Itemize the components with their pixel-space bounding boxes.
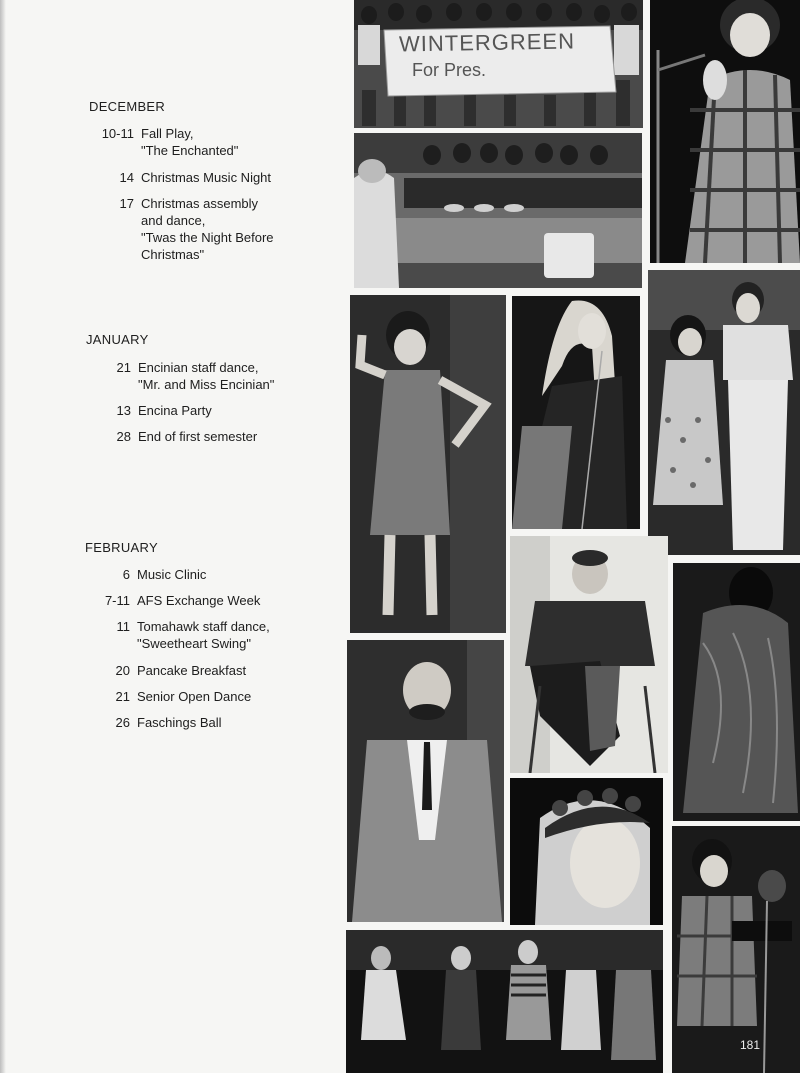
event-day: 14 (119, 170, 134, 185)
page-gutter (0, 0, 6, 1073)
event-text-line: Encinian staff dance, (138, 360, 259, 375)
photo-cafeteria (354, 133, 642, 288)
banner-text-line-1: WINTERGREEN (398, 28, 576, 57)
photo-dance-floor (346, 930, 663, 1073)
photo-girl-flower-crown (510, 778, 663, 925)
month-heading-february: FEBRUARY (85, 540, 158, 555)
page-number: 181 (740, 1038, 761, 1052)
event-day: 6 (122, 567, 130, 582)
event-day: 11 (116, 619, 130, 634)
event-text-line: Christmas" (141, 247, 205, 262)
event-day: 13 (116, 403, 131, 418)
banner-text-line-2: For Pres. (412, 60, 487, 80)
event-text-line: Fall Play, (141, 126, 194, 141)
photo-singer-plaid (650, 0, 800, 263)
photo-dancing-woman (350, 295, 506, 633)
event-text-line: End of first semester (138, 429, 258, 444)
photo-wintergreen-banner (354, 0, 643, 128)
event-day: 28 (116, 429, 131, 444)
event-day: 21 (116, 360, 131, 375)
photo-man-in-jacket (347, 640, 504, 922)
event-text-line: "Mr. and Miss Encinian" (138, 377, 275, 392)
event-day: 17 (119, 196, 134, 211)
event-text-line: "Twas the Night Before (141, 230, 274, 245)
event-text-line: Senior Open Dance (137, 689, 252, 704)
event-text-line: Tomahawk staff dance, (137, 619, 270, 634)
event-text-line: "Sweetheart Swing" (137, 636, 252, 651)
photo-hooded-figure (673, 563, 800, 821)
event-day: 10-11 (101, 126, 134, 141)
event-day: 26 (115, 715, 130, 730)
event-text-line: "The Enchanted" (141, 143, 239, 158)
photo-boy-seated (510, 536, 668, 773)
event-text-line: Christmas Music Night (141, 170, 272, 185)
month-heading-december: DECEMBER (89, 99, 166, 114)
event-text-line: Christmas assembly (141, 196, 259, 211)
event-text-line: and dance, (141, 213, 206, 228)
photo-blonde-singer (512, 296, 640, 529)
photo-couple (648, 270, 800, 555)
event-day: 21 (115, 689, 130, 704)
event-day: 20 (115, 663, 130, 678)
month-heading-january: JANUARY (86, 332, 149, 347)
event-text-line: Pancake Breakfast (137, 663, 247, 678)
event-text-line: AFS Exchange Week (137, 593, 261, 608)
photo-podium-speakers (672, 826, 800, 1073)
event-text-line: Music Clinic (137, 567, 207, 582)
event-text-line: Encina Party (138, 403, 212, 418)
event-day: 7-11 (104, 593, 130, 608)
event-text-line: Faschings Ball (137, 715, 222, 730)
